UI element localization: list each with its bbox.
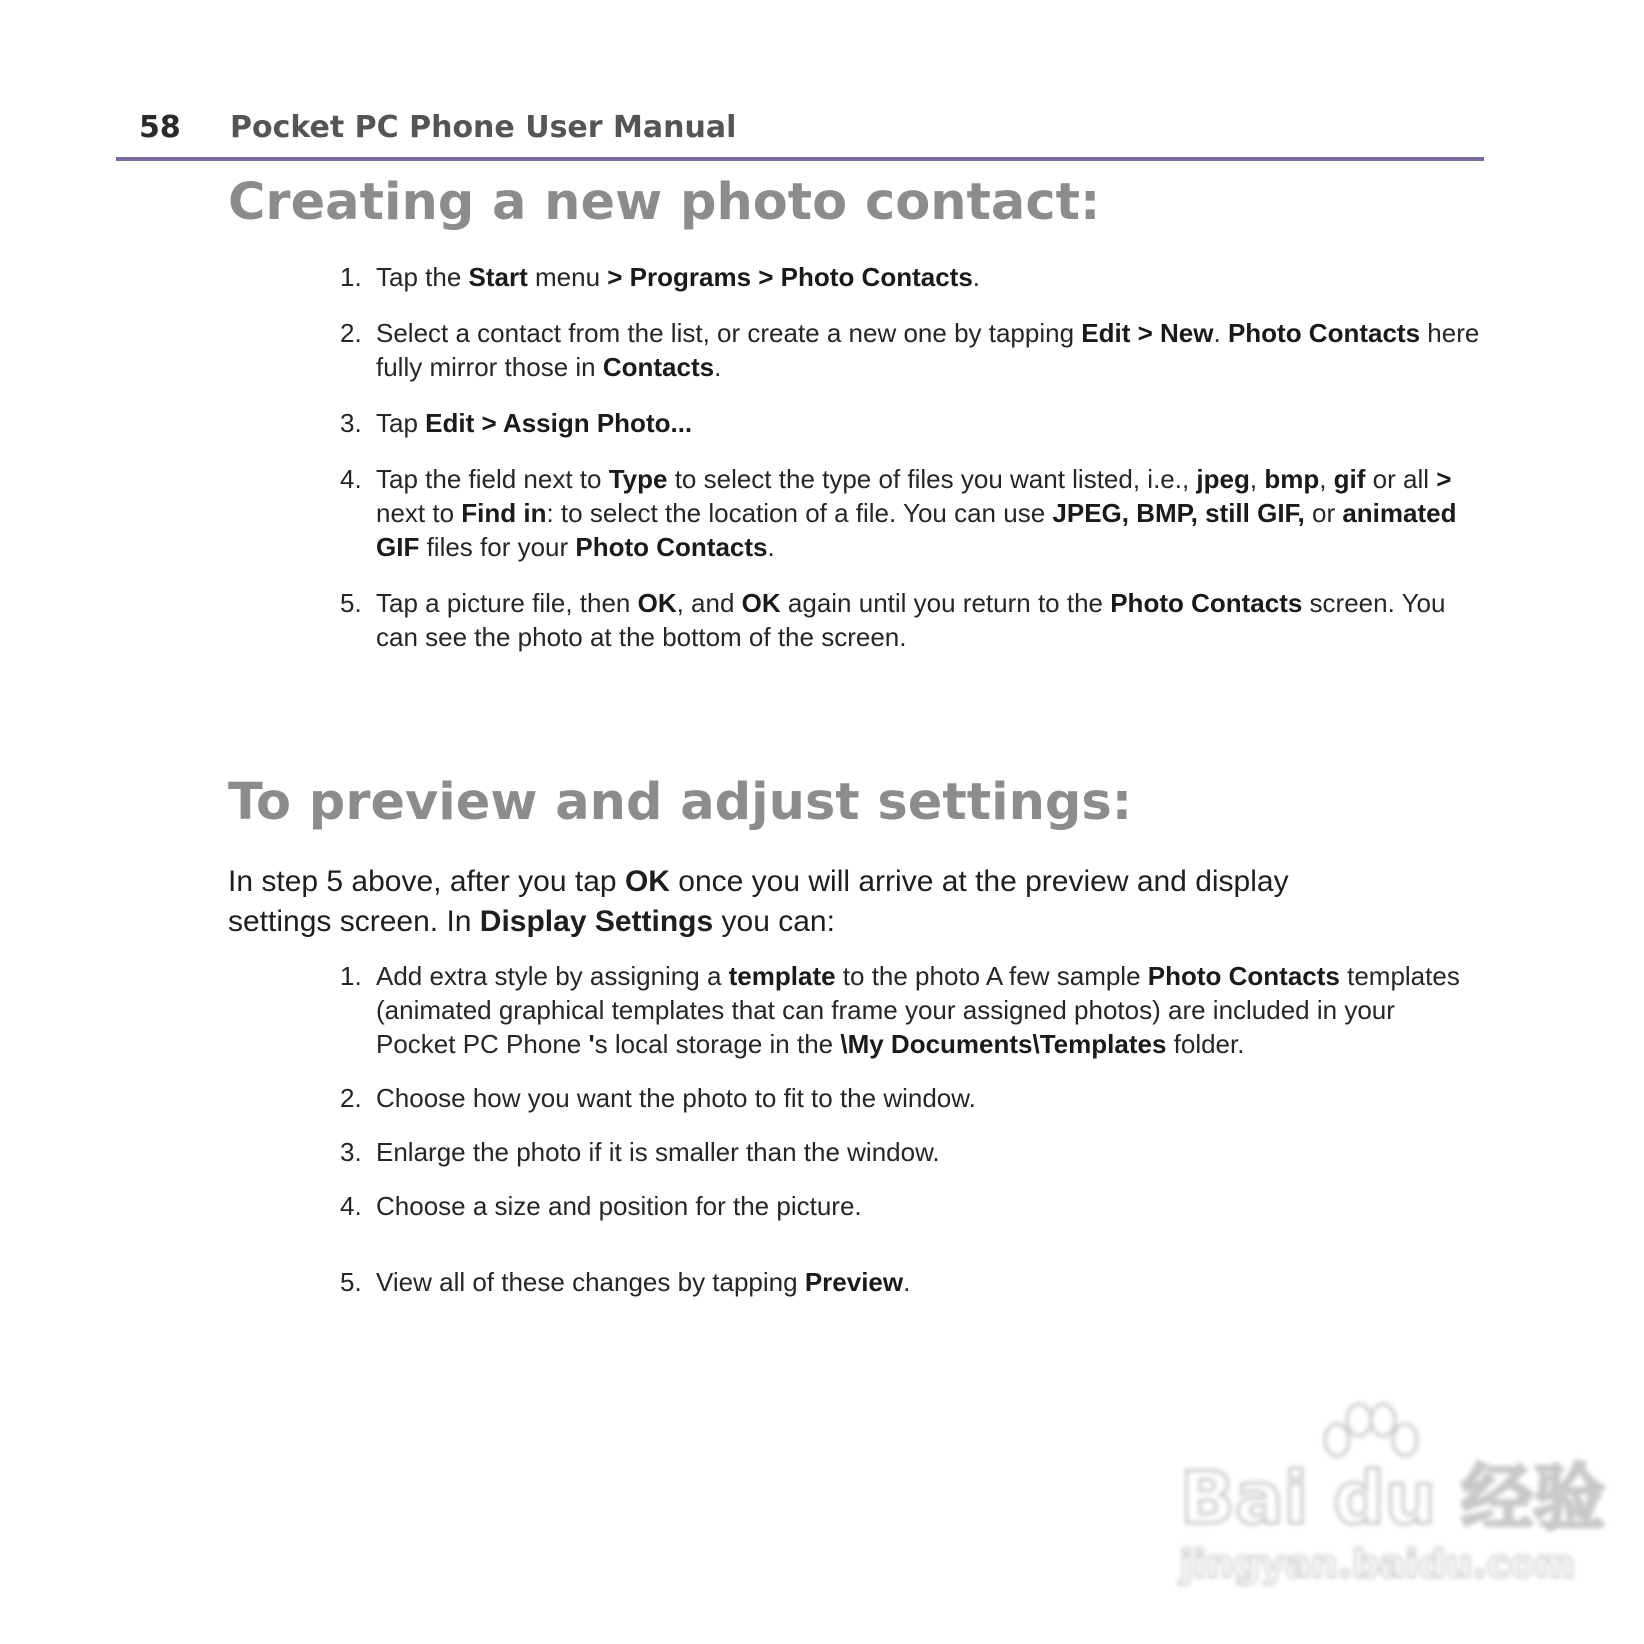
list-item-text [376,408,692,438]
text-run: In step 5 above, after you tap [228,865,625,898]
list-number: 5. [340,588,362,618]
bold-term: Edit > Assign Photo... [425,408,693,438]
text-run: templates (animated graphical templates that can frame your assigned photos) are included in your Pocket PC Phone [376,961,1460,1059]
steps-list-preview [340,959,1480,1299]
text-run: you can: [713,905,835,938]
watermark-logo: Bai du 经验 [1180,1456,1606,1540]
list-item-text [376,588,1445,652]
section-heading-create-photo-contact: Creating a new photo contact: [228,173,1101,232]
list-item [340,1189,1480,1223]
list-item-text [376,262,980,292]
steps-list-create [340,260,1480,676]
bold-term: jpeg [1196,464,1250,494]
header-divider [116,157,1484,161]
list-item [340,406,1480,440]
text-run: . [714,352,722,382]
text-run: : to select the location of a file. You can use [546,498,1053,528]
manual-title: Pocket PC Phone User Manual [230,110,737,145]
list-item-text [376,1083,976,1113]
bold-term: Photo Contacts [575,532,768,562]
text-run: screen. You can see the photo at the bottom of the screen. [376,588,1446,652]
bold-term: Photo Contacts [1110,588,1303,618]
list-number: 3. [340,408,362,438]
text-run: once you will arrive at the preview and display settings screen. In [228,865,1289,938]
list-number: 3. [340,1137,362,1167]
text-run: Choose how you want the photo to fit to the window. [376,1083,976,1113]
list-item-text [376,318,1479,382]
list-item [340,462,1480,564]
bold-term: Photo Contacts [1147,961,1340,991]
list-item [340,260,1480,294]
list-number: 5. [340,1267,362,1297]
list-item-text [376,464,1457,562]
text-run: Enlarge the photo if it is smaller than the window. [376,1137,940,1167]
list-item [340,959,1480,1061]
bold-term: ' [588,1029,595,1059]
text-run: Choose a size and position for the picture. [376,1191,862,1221]
text-run: again until you return to the [780,588,1111,618]
list-item-text [376,1191,862,1221]
bold-term: Type [608,464,668,494]
text-run: Add extra style by assigning a [376,961,729,991]
text-run: files for your [419,532,576,562]
text-run: here fully mirror those in [376,318,1480,382]
bold-term: Photo Contacts [1227,318,1421,348]
text-run: . [903,1267,911,1297]
bold-term: template [728,961,836,991]
bold-term: Display Settings [479,905,714,938]
list-item-text [376,961,1460,1059]
list-item-text [376,1267,910,1297]
page-number: 58 [139,110,181,145]
list-number: 1. [340,961,362,991]
text-run: to the photo A few sample [835,961,1148,991]
list-item [340,1081,1480,1115]
text-run: next to [376,498,462,528]
text-run: , [1319,464,1334,494]
section-heading-preview-settings: To preview and adjust settings: [228,773,1133,832]
text-run: , [1249,464,1265,494]
bold-term: OK [637,588,677,618]
text-run: . [767,532,775,562]
text-run: or [1304,498,1343,528]
text-run: , and [676,588,742,618]
text-run: View all of these changes by tapping [376,1267,805,1297]
list-number: 4. [340,1191,362,1221]
text-run: menu [527,262,608,292]
bold-term: JPEG, BMP, still GIF, [1052,498,1305,528]
bold-term: > [1436,464,1452,494]
baidu-watermark [1160,1400,1606,1600]
bold-term: Contacts [602,352,715,382]
list-item [340,586,1480,654]
list-item-text [376,1137,940,1167]
bold-term: Start [468,262,528,292]
bold-term: Edit > New [1081,318,1214,348]
bold-term: gif [1333,464,1366,494]
list-number: 4. [340,464,362,494]
text-run: Tap the [376,262,469,292]
text-run: Tap a picture file, then [376,588,638,618]
bold-term: > Programs > Photo Contacts [607,262,973,292]
text-run: Select a contact from the list, or create a new one by tapping [376,318,1082,348]
bold-term: Find in [461,498,547,528]
list-number: 2. [340,318,362,348]
bold-term: \My Documents\Templates [840,1029,1167,1059]
bold-term: animated GIF [376,498,1457,562]
bold-term: Preview [804,1267,904,1297]
text-run: Tap the field next to [376,464,609,494]
text-run: folder. [1166,1029,1245,1059]
bold-term: bmp [1264,464,1320,494]
text-run: to select the type of files you want listed, i.e., [667,464,1197,494]
text-run: Tap [376,408,426,438]
intro-paragraph [228,862,1328,942]
list-number: 2. [340,1083,362,1113]
text-run: s local storage in the [594,1029,841,1059]
text-run: . [972,262,981,292]
bold-term: OK [741,588,781,618]
list-item [340,1135,1480,1169]
list-number: 1. [340,262,362,292]
list-item [340,1265,1480,1299]
watermark-url: jingyan.baidu.com [1180,1542,1575,1586]
list-item [340,316,1480,384]
text-run: or all [1365,464,1437,494]
text-run: . [1213,318,1228,348]
bold-term: OK [624,865,670,898]
